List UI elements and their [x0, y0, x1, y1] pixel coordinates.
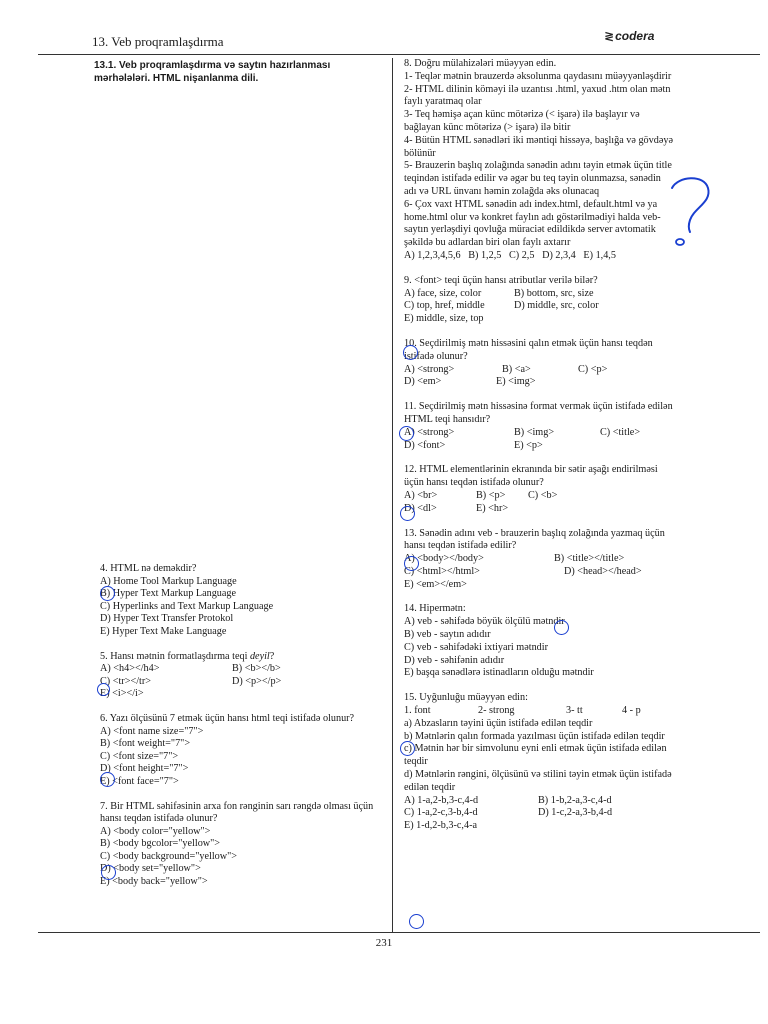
option-c: C) <p> [578, 363, 608, 375]
logo-mark-icon: ≷ [604, 29, 615, 43]
question-stem: 10. Seçdirilmiş mətn hissəsini qalın etmək üçün hansı teqdən istifadə olunur? [404, 337, 653, 362]
question-6 [100, 713, 388, 789]
option-d: D) 1-c,2-a,3-b,4-d [538, 807, 613, 819]
statement-5: 5- Brauzerin başlıq zolağında sənədin adını təyin etmək üçün title teqindən istifadə edilir və əgər bu teq təyin olunmazsa, sənədin adı və URL ünvanı həmin zolağda əks olunacaq [404, 160, 672, 197]
question-8 [404, 58, 674, 263]
key-1: 1. font [404, 705, 431, 717]
item-b: b) Mətnlərin qalın formada yazılması üçün istifadə edilən teqdir [404, 730, 665, 742]
option-d: D) <font> [404, 439, 446, 451]
footer-rule [38, 932, 760, 933]
option-c: C) Hyperlinks and Text Markup Language [100, 600, 274, 612]
option-b: B) Hyper Text Markup Language [100, 588, 237, 600]
question-stem: 4. HTML nə deməkdir? [100, 563, 197, 574]
item-d: d) Mətnlərin rəngini, ölçüsünü və stilini təyin etmək üçün istifadə edilən teqdir [404, 769, 672, 793]
question-stem: 13. Sənədin adını veb - brauzerin başlıq zolağında yazmaq üçün hansı teqdən istifadə edilir? [404, 527, 665, 552]
option-c: C) <title> [600, 426, 641, 438]
option-b: B) <img> [514, 426, 555, 438]
option-e: E) 1-d,2-b,3-c,4-a [404, 820, 477, 832]
option-e: E) <body back="yellow"> [100, 876, 208, 888]
statement-3: 3- Teq həmişə açan künc mötərizə (< işarə) ilə başlayır və bağlayan künc mötərizə (> işarə) ilə bitir [404, 109, 640, 133]
option-d: D) <body set="yellow"> [100, 863, 201, 875]
option-d: D) <font height="7"> [100, 763, 189, 775]
answer-circle-icon [403, 345, 418, 360]
answer-circle-icon [100, 586, 115, 601]
option-d: D) veb - səhifənin adıdır [404, 654, 505, 666]
question-stem: 6. Yazı ölçüsünü 7 etmək üçün hansı html teqi istifadə olunur? [100, 712, 355, 724]
option-e: E) başqa sənədlərə istinadların olduğu mətndir [404, 667, 594, 679]
question-stem: 12. HTML elementlərinin ekranında bir sətir aşağı endirilməsi üçün hansı teqdən istifadə olunur? [404, 464, 658, 489]
statement-2: 2- HTML dilinin köməyi ilə uzantısı .html, yaxud .htm olan mətn faylı yaratmaq olar [404, 83, 671, 108]
option-e: E) <img> [496, 376, 536, 388]
item-a: a) Abzasların təyini üçün istifadə edilən teqdir [404, 717, 593, 729]
option-e: E) <i></i> [100, 688, 144, 700]
option-row [404, 440, 674, 453]
question-5 [100, 651, 388, 701]
option-e: E) <hr> [476, 502, 509, 514]
option-row [404, 807, 674, 820]
option-b: B) veb - saytın adıdır [404, 629, 491, 641]
codera-logo [604, 29, 654, 43]
option-c: C) veb - səhifədəki ixtiyari mətndir [404, 641, 548, 653]
option-b: B) <a> [502, 363, 531, 375]
option-a: A) <h4></h4> [100, 663, 160, 675]
option-row [404, 795, 674, 808]
option-e: E) Hyper Text Make Language [100, 625, 227, 637]
option-c: C) <font size="7"> [100, 750, 179, 762]
option-d: D) <em> [404, 376, 442, 388]
option-d: D) <dl> [404, 502, 437, 514]
header-rule [38, 54, 760, 55]
option-c: C) <html></html> [404, 565, 480, 577]
stem-text: 5. Hansı mətnin formatlaşdırma teqi [100, 650, 250, 662]
key-3: 3- tt [566, 705, 583, 717]
key-row [404, 705, 674, 718]
option-a: A) <font name size="7"> [100, 725, 204, 737]
option-row [404, 376, 674, 389]
blank-space [100, 85, 388, 563]
question-stem: 14. Hipermətn: [404, 603, 466, 615]
question-stem: 11. Seçdirilmiş mətn hissəsinə format vermək üçün istifadə edilən HTML teqi hansıdır? [404, 401, 673, 425]
option-d: D) middle, src, color [514, 300, 599, 312]
option-c: C) <body background="yellow"> [100, 850, 238, 862]
option-a: A) <strong> [404, 426, 455, 438]
option-b: B) 1-b,2-a,3-c,4-d [538, 794, 612, 806]
answer-circle-icon [400, 506, 415, 521]
option-e: E) middle, size, top [404, 313, 484, 325]
option-row [404, 427, 674, 440]
logo-text: codera [615, 29, 655, 43]
option-a: A) Home Tool Markup Language [100, 575, 237, 587]
option-row [404, 503, 674, 516]
question-15 [404, 692, 674, 833]
answer-circle-icon [101, 865, 116, 880]
option-e: E) <font face="7"> [100, 775, 179, 787]
option-c: C) <tr></tr> [100, 675, 151, 687]
option-d: D) Hyper Text Transfer Protokol [100, 613, 234, 625]
option-row [404, 300, 674, 313]
question-7 [100, 801, 388, 889]
key-2: 2- strong [478, 705, 515, 717]
answer-circle-icon [409, 914, 424, 929]
section-title: 13.1. Veb proqramlaşdırma və saytın hazırlanması mərhələləri. HTML nişanlanma dili. [94, 60, 331, 84]
option-d: D) <head></head> [564, 565, 642, 577]
option-a: A) face, size, color [404, 287, 482, 299]
question-stem [100, 651, 388, 664]
answer-circle-icon [404, 556, 419, 571]
page-header: 13. Veb proqramlaşdırma [92, 34, 224, 49]
statement-1: 1- Teqlər mətnin brauzerdə əksolunma qaydasını müəyyənləşdirir [404, 70, 672, 82]
page-number: 231 [375, 937, 393, 949]
question-11 [404, 401, 674, 452]
handwritten-question-mark-icon [664, 174, 716, 258]
option-c: C) 1-a,2-c,3-b,4-d [404, 807, 478, 819]
statement-4: 4- Bütün HTML sənədləri iki məntiqi hissəyə, başlığa və gövdəyə bölünür [404, 134, 673, 159]
key-4: 4 - p [622, 705, 641, 717]
option-row [100, 663, 388, 676]
question-10 [404, 338, 674, 389]
option-e: E) <em></em> [404, 578, 467, 590]
option-row [404, 553, 674, 566]
option-d: D) <p></p> [232, 675, 282, 687]
answer-circle-icon [554, 620, 569, 635]
question-stem: 8. Doğru mülahizələri müəyyən edin. [404, 58, 557, 69]
question-12 [404, 464, 674, 515]
answer-options: A) 1,2,3,4,5,6 B) 1,2,5 C) 2,5 D) 2,3,4 E) 1,4,5 [404, 249, 616, 261]
option-row [404, 490, 674, 503]
answer-circle-icon [399, 426, 414, 441]
answer-circle-icon [100, 772, 115, 787]
statement-6: 6- Çox vaxt HTML sənədin adı index.html, default.html və ya home.html olur və konkret faylın adı göstərilmədiyi halda veb-saytın yerləşdiyi qovluğa müraciət edildikdə server avtomatik şəkildə bu adlardan biri olan faylı axtarır [404, 198, 661, 249]
answer-circle-icon [97, 683, 110, 696]
column-divider [392, 58, 393, 932]
option-a: A) veb - səhifədə böyük ölçülü mətndir [404, 616, 565, 628]
option-b: B) bottom, src, size [514, 287, 594, 299]
item-c: c) Mətnin hər bir simvolunu eyni enli etmək üçün istifadə edilən teqdir [404, 743, 667, 768]
option-row [404, 364, 674, 377]
question-13 [404, 528, 674, 592]
option-b: B) <title></title> [554, 553, 625, 565]
option-a: A) <strong> [404, 363, 455, 375]
question-9 [404, 275, 674, 326]
option-a: A) <body></body> [404, 553, 484, 565]
option-row [404, 288, 674, 301]
answer-circle-icon [400, 741, 415, 756]
option-c: C) <b> [528, 489, 558, 501]
option-row [100, 676, 388, 689]
question-14 [404, 603, 674, 680]
left-column [94, 60, 388, 889]
question-stem: 7. Bir HTML səhifəsinin arxa fon rənginin sarı rəngdə olması üçün hansı teqdən istifadə olunur? [100, 800, 374, 825]
option-a: A) <body color="yellow"> [100, 825, 211, 837]
question-stem: 15. Uyğunluğu müəyyən edin: [404, 692, 528, 704]
option-b: B) <body bgcolor="yellow"> [100, 838, 221, 850]
option-b: B) <font weight="7"> [100, 738, 191, 750]
option-a: A) 1-a,2-b,3-c,4-d [404, 794, 479, 806]
stem-end: ? [269, 650, 275, 662]
option-c: C) top, href, middle [404, 300, 485, 312]
option-a: A) <br> [404, 489, 438, 501]
stem-emphasis: deyil [249, 650, 270, 662]
question-stem: 9. <font> teqi üçün hansı atributlar verilə bilər? [404, 274, 598, 286]
option-b: B) <b></b> [232, 663, 281, 675]
right-column [404, 58, 674, 833]
option-b: B) <p> [476, 489, 506, 501]
option-row [404, 566, 674, 579]
question-4 [100, 563, 388, 639]
option-e: E) <p> [514, 439, 543, 451]
